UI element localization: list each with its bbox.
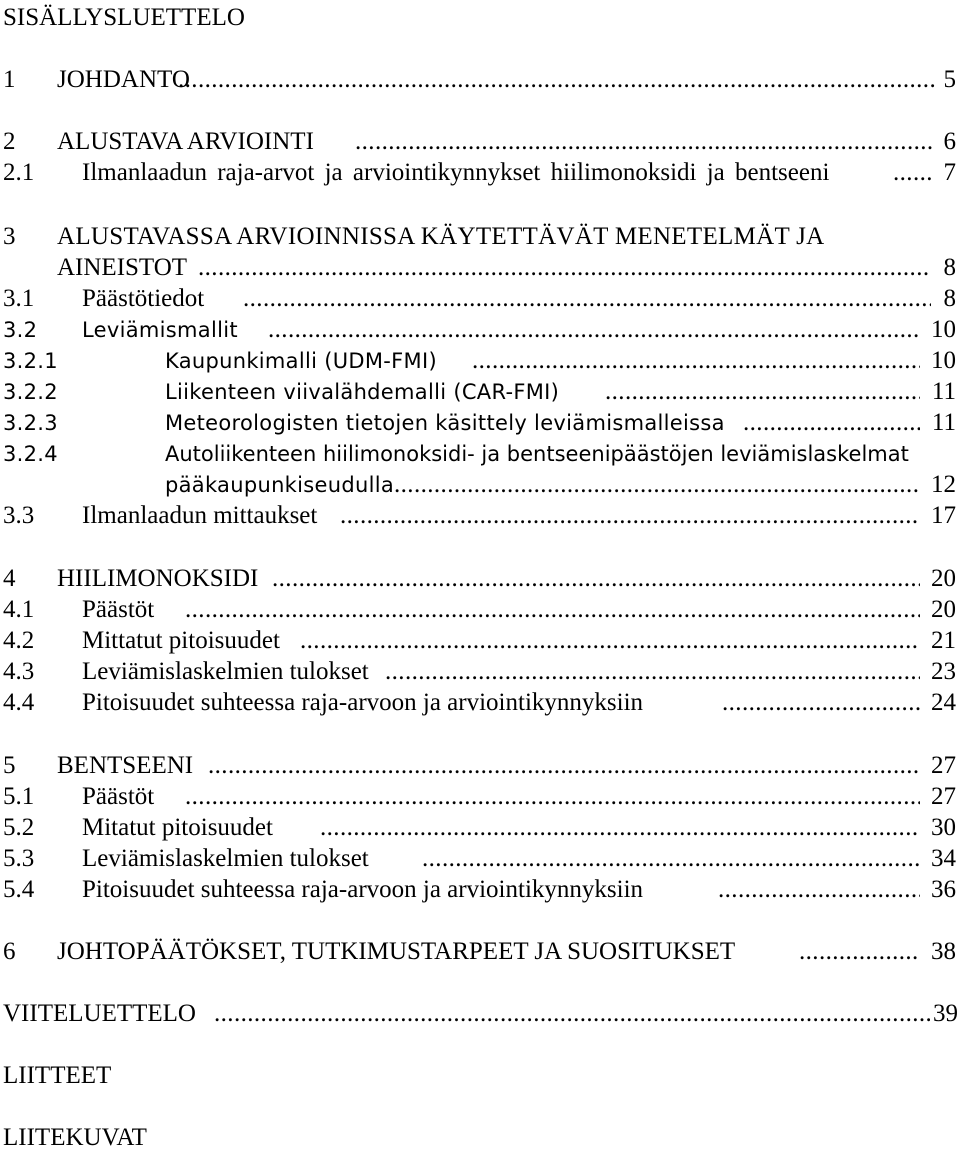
dot-leader xyxy=(300,624,920,658)
toc-entry-page: 8 xyxy=(943,254,956,281)
toc-entry[interactable] xyxy=(0,842,960,876)
dot-leader xyxy=(893,156,931,190)
toc-entry[interactable] xyxy=(0,1121,960,1155)
toc-entry-number: 3.2.2 xyxy=(3,380,58,404)
dot-leader xyxy=(718,873,920,907)
toc-entry-page: 23 xyxy=(931,658,956,685)
toc-entry-number: 5.1 xyxy=(3,783,35,810)
dot-leader xyxy=(272,562,920,596)
toc-entry-number: 5.4 xyxy=(3,876,35,903)
toc-entry-page: 11 xyxy=(931,378,956,405)
toc-entry[interactable] xyxy=(0,406,960,440)
toc-entry-number: 4.3 xyxy=(3,658,35,685)
dot-leader xyxy=(722,686,920,720)
toc-entry[interactable] xyxy=(0,282,960,316)
toc-entry-number: 3.2.1 xyxy=(3,349,58,373)
toc-entry-page: 7 xyxy=(943,159,956,186)
toc-entry-number: 2.1 xyxy=(3,159,35,186)
toc-entry-title: HIILIMONOKSIDI xyxy=(57,565,259,592)
toc-entry-continuation[interactable] xyxy=(0,468,960,502)
toc-entry-title: Pitoisuudet suhteessa raja-arvoon ja arviointikynnyksiin xyxy=(82,689,644,716)
toc-entry-page: 5 xyxy=(943,66,956,93)
toc-entry-page: 21 xyxy=(931,627,956,654)
toc-entry-number: 3.1 xyxy=(3,285,35,312)
toc-entry-page: 17 xyxy=(931,502,956,529)
toc-entry[interactable] xyxy=(0,125,960,159)
toc-entry-page: 11 xyxy=(931,409,956,436)
toc-entry-number: 1 xyxy=(3,66,16,93)
dot-leader xyxy=(214,997,930,1031)
toc-entry-continuation[interactable] xyxy=(0,251,960,285)
toc-entry-number: 3.2 xyxy=(3,318,38,342)
toc-entry-title: Mitatut pitoisuudet xyxy=(82,814,273,841)
toc-entry-title: Liikenteen viivalähdemalli (CAR-FMI) xyxy=(165,380,560,404)
toc-entry-title: LIITEKUVAT xyxy=(3,1124,147,1151)
toc-entry[interactable] xyxy=(0,437,960,471)
toc-entry-page: 36 xyxy=(931,876,956,903)
toc-entry-title: Leviämismallit xyxy=(82,318,238,342)
toc-entry-page: 39 xyxy=(933,1000,958,1027)
dot-leader xyxy=(605,375,920,409)
toc-entry-page: 12 xyxy=(931,471,956,498)
toc-entry-page: 38 xyxy=(931,938,956,965)
toc-entry[interactable] xyxy=(0,375,960,409)
toc-entry-page: 24 xyxy=(931,689,956,716)
toc-entry[interactable] xyxy=(0,997,960,1031)
toc-entry[interactable] xyxy=(0,220,960,254)
toc-entry[interactable] xyxy=(0,655,960,689)
toc-entry-number: 4.1 xyxy=(3,596,35,623)
toc-entry-page: 10 xyxy=(931,316,956,343)
dot-leader xyxy=(472,344,920,378)
toc-entry-title: BENTSEENI xyxy=(57,752,194,779)
toc-entry-number: 3.2.4 xyxy=(3,442,58,466)
toc-entry-number: 3.2.3 xyxy=(3,411,58,435)
toc-entry-title: ALUSTAVASSA ARVIOINNISSA KÄYTETTÄVÄT MENETELMÄT JA xyxy=(57,223,825,250)
toc-entry-title: Autoliikenteen hiilimonoksidi- ja bentseenipäästöjen leviämislaskelmat xyxy=(165,442,909,466)
toc-entry-number: 3.3 xyxy=(3,502,35,529)
dot-leader xyxy=(208,749,920,783)
toc-entry-title: JOHDANTO xyxy=(57,66,190,93)
toc-entry-page: 27 xyxy=(931,752,956,779)
dot-leader xyxy=(385,655,920,689)
toc-entry-number: 5 xyxy=(3,752,16,779)
toc-entry[interactable] xyxy=(0,344,960,378)
toc-entry[interactable] xyxy=(0,156,960,190)
toc-entry-title: Leviämislaskelmien tulokset xyxy=(82,658,369,685)
toc-entry-number: 4.4 xyxy=(3,689,35,716)
toc-entry[interactable] xyxy=(0,780,960,814)
toc-entry-number: 5.3 xyxy=(3,845,35,872)
toc-entry-title: pääkaupunkiseudulla xyxy=(165,473,395,497)
dot-leader xyxy=(340,499,920,533)
toc-entry-number: 4.2 xyxy=(3,627,35,654)
toc-entry-title: Kaupunkimalli (UDM-FMI) xyxy=(165,349,437,373)
toc-entry[interactable] xyxy=(0,749,960,783)
toc-entry-number: 3 xyxy=(3,223,16,250)
toc-entry-title: AINEISTOT xyxy=(57,254,188,281)
toc-entry[interactable] xyxy=(0,935,960,969)
dot-leader xyxy=(185,593,920,627)
toc-entry-page: 30 xyxy=(931,814,956,841)
dot-leader xyxy=(394,468,920,502)
toc-entry-number: 4 xyxy=(3,565,16,592)
dot-leader xyxy=(743,406,920,440)
toc-entry[interactable] xyxy=(0,811,960,845)
toc-entry-number: 2 xyxy=(3,128,16,155)
dot-leader xyxy=(799,935,920,969)
toc-entry[interactable] xyxy=(0,499,960,533)
toc-entry[interactable] xyxy=(0,873,960,907)
toc-entry-title: Meteorologisten tietojen käsittely leviämismalleissa xyxy=(165,411,725,435)
toc-entry-title: Pitoisuudet suhteessa raja-arvoon ja arviointikynnyksiin xyxy=(82,876,644,903)
toc-entry-page: 8 xyxy=(943,285,956,312)
toc-entry[interactable] xyxy=(0,593,960,627)
dot-leader xyxy=(198,251,931,285)
dot-leader xyxy=(422,842,920,876)
toc-entry-page: 20 xyxy=(931,596,956,623)
toc-entry-number: 6 xyxy=(3,938,16,965)
toc-entry[interactable] xyxy=(0,1059,960,1093)
toc-entry[interactable] xyxy=(0,313,960,347)
dot-leader xyxy=(320,811,920,845)
toc-entry[interactable] xyxy=(0,63,960,97)
toc-entry-title: ALUSTAVA ARVIOINTI xyxy=(57,128,314,155)
dot-leader xyxy=(178,63,936,97)
toc-entry-title: VIITELUETTELO xyxy=(3,1000,196,1027)
dot-leader xyxy=(268,313,920,347)
toc-entry-title: JOHTOPÄÄTÖKSET, TUTKIMUSTARPEET JA SUOSITUKSET xyxy=(57,938,736,965)
toc-entry-title: Ilmanlaadun mittaukset xyxy=(82,502,318,529)
toc-entry-title: Ilmanlaadun raja-arvot ja arviointikynnykset hiilimonoksidi ja bentseeni xyxy=(82,159,830,186)
toc-entry-page: 27 xyxy=(931,783,956,810)
toc-entry-title: Päästöt xyxy=(82,783,155,810)
toc-entry-page: 34 xyxy=(931,845,956,872)
toc-entry-title: LIITTEET xyxy=(3,1062,112,1089)
toc-entry-page: 10 xyxy=(931,347,956,374)
toc-entry[interactable] xyxy=(0,562,960,596)
toc-entry-title: Leviämislaskelmien tulokset xyxy=(82,845,369,872)
dot-leader xyxy=(243,282,931,316)
dot-leader xyxy=(185,780,920,814)
toc-entry[interactable] xyxy=(0,686,960,720)
toc-entry-title: Mittatut pitoisuudet xyxy=(82,627,280,654)
toc-entry-page: 6 xyxy=(943,128,956,155)
toc-entry-page: 20 xyxy=(931,565,956,592)
dot-leader xyxy=(355,125,933,159)
toc-entry-number: 5.2 xyxy=(3,814,35,841)
toc-entry-title: Päästötiedot xyxy=(82,285,205,312)
toc-entry[interactable] xyxy=(0,624,960,658)
toc-title: SISÄLLYSLUETTELO xyxy=(3,4,245,31)
toc-entry-title: Päästöt xyxy=(82,596,155,623)
